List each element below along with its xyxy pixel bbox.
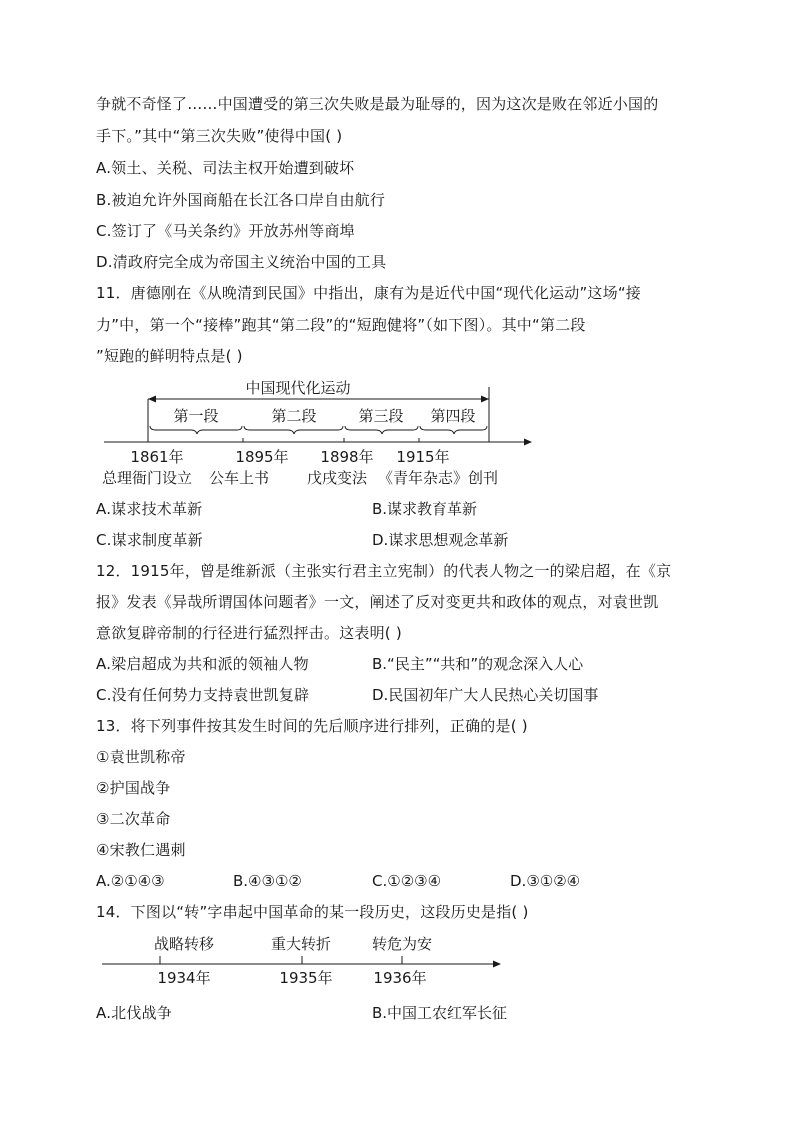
- q11-year-3: 1898年: [320, 448, 374, 466]
- q12-option-d: D.民国初年广大人民热心关切国事: [372, 686, 599, 704]
- q10-stem-line-2: 手下。”其中“第三次失败”使得中国( ): [96, 127, 343, 145]
- q11-event-2: 公车上书: [208, 469, 270, 487]
- q10-option-b: B.被迫允许外国商船在长江各口岸自由航行: [96, 191, 386, 209]
- q11-year-1: 1861年: [130, 448, 184, 466]
- q11-event-1: 总理衙门设立: [101, 469, 193, 487]
- q14-label-2: 重大转折: [270, 935, 332, 953]
- q12-option-a: A.梁启超成为共和派的领袖人物: [96, 655, 309, 673]
- q11-event-4: 《青年杂志》创刊: [377, 469, 499, 487]
- q13-option-a: A.②①④③: [96, 872, 165, 890]
- q11-diagram-title: 中国现代化运动: [245, 379, 351, 397]
- q12-option-b: B.“民主”“共和”的观念深入人心: [372, 655, 584, 673]
- q14-option-b: B.中国工农红军长征: [372, 1004, 508, 1022]
- q11-option-c: C.谋求制度革新: [96, 531, 203, 549]
- q14-year-3: 1936年: [373, 969, 427, 987]
- q11-stem-line-2: 力”中，第一个“接棒”跑其“第二段”的“短跑健将”（如下图）。其中“第二段: [96, 316, 586, 334]
- q13-stem: 13．将下列事件按其发生时间的先后顺序进行排列，正确的是( ): [96, 717, 528, 735]
- q14-label-1: 战略转移: [153, 935, 215, 953]
- q11-segment-3: 第三段: [358, 407, 404, 425]
- q11-year-2: 1895年: [235, 448, 289, 466]
- q10-option-d: D.清政府完全成为帝国主义统治中国的工具: [96, 253, 387, 271]
- q13-item-4: ④宋教仁遇刺: [96, 841, 186, 859]
- q13-item-3: ③二次革命: [96, 810, 171, 828]
- q13-item-2: ②护国战争: [96, 779, 171, 797]
- q14-stem: 14．下图以“转”字串起中国革命的某一段历史，这段历史是指( ): [96, 903, 529, 921]
- q14-year-1: 1934年: [157, 969, 211, 987]
- q11-stem-line-3: ”短跑的鲜明特点是( ): [96, 347, 243, 365]
- q11-segment-2: 第二段: [271, 407, 317, 425]
- q11-segment-1: 第一段: [173, 407, 219, 425]
- q12-stem-line-1: 12．1915年，曾是维新派（主张实行君主立宪制）的代表人物之一的梁启超，在《京: [96, 562, 672, 580]
- q11-option-a: A.谋求技术革新: [96, 500, 203, 518]
- q11-segment-4: 第四段: [430, 407, 476, 425]
- q11-year-4: 1915年: [396, 448, 450, 466]
- q11-event-3: 戊戌变法: [306, 469, 368, 487]
- q12-stem-line-2: 报》发表《异哉所谓国体问题者》一文，阐述了反对变更共和政体的观点，对袁世凯: [96, 593, 659, 611]
- q10-option-a: A.领土、关税、司法主权开始遭到破坏: [96, 159, 355, 177]
- q13-option-c: C.①②③④: [372, 872, 442, 890]
- q13-option-d: D.③①②④: [510, 872, 581, 890]
- q11-timeline-diagram: [96, 374, 536, 490]
- q14-timeline-diagram: [96, 930, 506, 994]
- q14-label-3: 转危为安: [371, 935, 433, 953]
- q10-stem-line-1: 争就不奇怪了……中国遭受的第三次失败是最为耻辱的，因为这次是败在邻近小国的: [96, 95, 659, 113]
- q12-stem-line-3: 意欲复辟帝制的行径进行猛烈抨击。这表明( ): [96, 624, 402, 642]
- q11-option-d: D.谋求思想观念革新: [372, 531, 509, 549]
- q13-option-b: B.④③①②: [233, 872, 302, 890]
- q11-option-b: B.谋求教育革新: [372, 500, 478, 518]
- q13-item-1: ①袁世凯称帝: [96, 748, 186, 766]
- q14-year-2: 1935年: [279, 969, 333, 987]
- q11-stem-line-1: 11．唐德刚在《从晚清到民国》中指出，康有为是近代中国“现代化运动”这场“接: [96, 284, 642, 302]
- q12-option-c: C.没有任何势力支持袁世凯复辟: [96, 686, 310, 704]
- q10-option-c: C.签订了《马关条约》开放苏州等商埠: [96, 222, 355, 240]
- q14-option-a: A.北伐战争: [96, 1004, 172, 1022]
